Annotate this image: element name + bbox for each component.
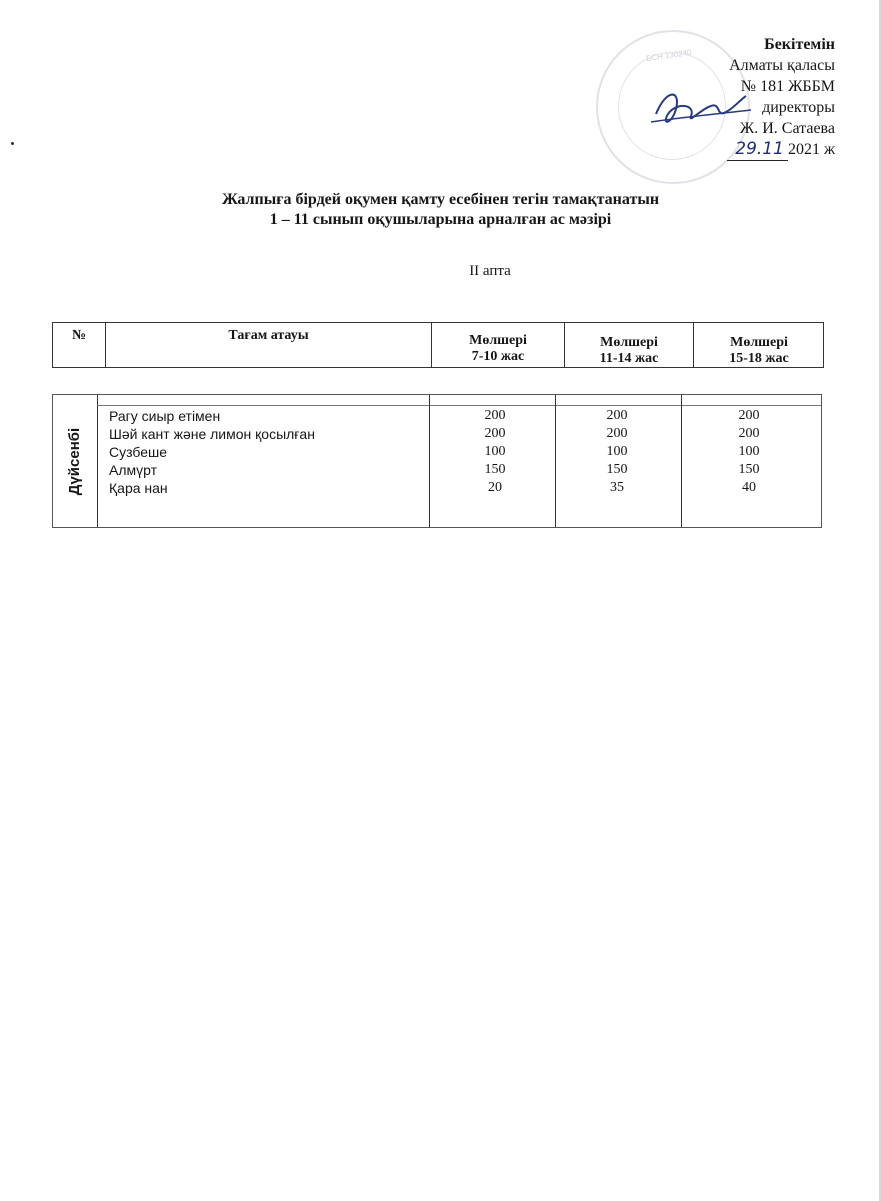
qty-value: 200 (738, 426, 760, 441)
approval-director-name: Ж. И. Сатаева (739, 120, 835, 137)
approval-date-line (727, 139, 788, 161)
header-col2 (565, 323, 693, 367)
row-top-line (97, 405, 821, 406)
qty-value: 100 (484, 444, 506, 459)
day-label: Дүйсенбі (66, 427, 84, 495)
header-col3-title: Мөлшері (730, 335, 788, 350)
scan-dot (11, 142, 14, 145)
divider (429, 395, 430, 527)
qty-value: 100 (738, 444, 760, 459)
divider (555, 395, 556, 527)
title-line-2: 1 – 11 сынып оқушыларына арналған ас мәзірі (269, 211, 612, 228)
header-number: № (71, 328, 87, 343)
qty-col1 (465, 407, 525, 497)
qty-value: 20 (488, 480, 502, 495)
approval-date-year: 2021 ж (787, 141, 835, 158)
dish-name: Қара нан (109, 480, 168, 496)
stamp-text: БСН 130240 (645, 47, 693, 64)
qty-value: 200 (738, 408, 760, 423)
qty-value: 200 (606, 408, 628, 423)
qty-value: 150 (484, 462, 506, 477)
qty-col3 (719, 407, 779, 497)
header-col1-title: Мөлшері (469, 333, 527, 348)
day-cell (53, 395, 97, 527)
approval-city: Алматы қаласы (729, 57, 835, 74)
qty-value: 200 (484, 408, 506, 423)
header-col2-title: Мөлшері (600, 335, 658, 350)
divider (97, 395, 98, 527)
qty-value: 100 (606, 444, 628, 459)
approval-date-handwritten: 29.11 (735, 139, 784, 159)
dish-name: Алмүрт (109, 462, 158, 478)
header-col1 (432, 323, 564, 367)
qty-value: 40 (742, 480, 756, 495)
qty-value: 200 (484, 426, 506, 441)
dish-name: Шәй кант және лимон қосылған (109, 426, 315, 442)
dish-name: Сузбеше (109, 444, 168, 460)
dish-name: Рагу сиыр етімен (109, 408, 221, 424)
header-table (52, 322, 824, 368)
header-col1-age: 7-10 жас (471, 349, 525, 364)
header-dish-name: Тағам атауы (228, 328, 309, 343)
week-label: II апта (469, 263, 511, 279)
document-title (0, 190, 881, 230)
divider (681, 395, 682, 527)
approval-heading: Бекітемін (764, 36, 835, 53)
header-col3 (694, 323, 824, 367)
approval-position: директоры (762, 99, 835, 116)
approval-date (727, 139, 835, 161)
approval-school: № 181 ЖББМ (740, 78, 835, 95)
approval-block (727, 34, 835, 161)
qty-value: 35 (610, 480, 624, 495)
qty-value: 150 (738, 462, 760, 477)
dish-list (109, 407, 315, 497)
header-col3-age: 15-18 жас (729, 351, 789, 366)
qty-value: 200 (606, 426, 628, 441)
title-line-1: Жалпыға бірдей оқумен қамту есебінен тегін тамақтанатын (221, 191, 660, 208)
header-col2-age: 11-14 жас (599, 351, 659, 366)
qty-col2 (587, 407, 647, 497)
qty-value: 150 (606, 462, 628, 477)
menu-table (52, 394, 822, 528)
